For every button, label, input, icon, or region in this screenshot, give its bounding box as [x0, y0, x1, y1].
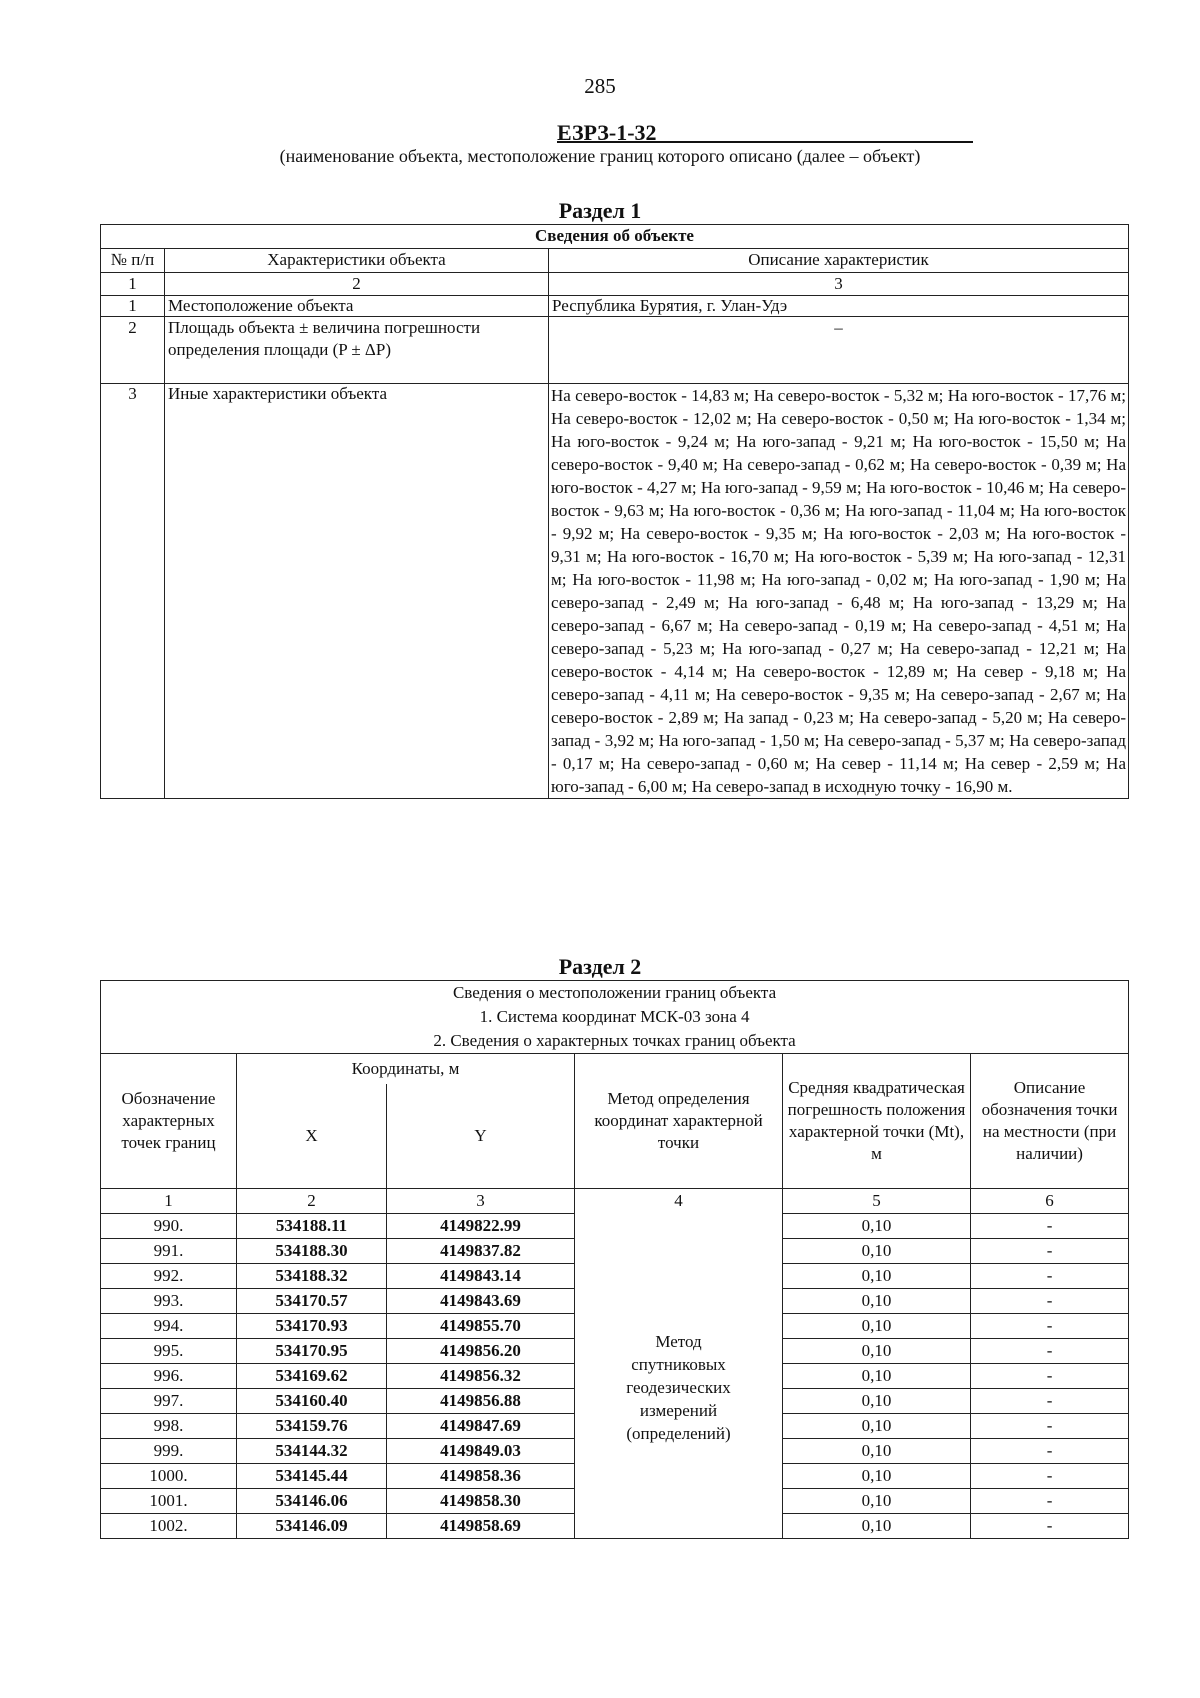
point-mean-error: 0,10 — [783, 1514, 971, 1539]
row-number: 1 — [101, 296, 165, 317]
point-x: 534170.95 — [237, 1339, 387, 1364]
point-description: - — [971, 1289, 1129, 1314]
table-row — [101, 317, 1129, 384]
point-id: 994. — [101, 1314, 237, 1339]
column-header-number: № п/п — [101, 249, 165, 273]
characteristic-name: Площадь объекта ± величина погрешности определения площади (P ± ΔP) — [165, 317, 549, 384]
point-description: - — [971, 1239, 1129, 1264]
method-value: Метод спутниковых геодезических измерений (определений) — [626, 1332, 731, 1443]
point-description: - — [971, 1389, 1129, 1414]
page-number: 285 — [584, 74, 616, 98]
method-cell — [575, 1189, 783, 1539]
section-2-title: Раздел 2 — [558, 954, 642, 979]
point-x: 534160.40 — [237, 1389, 387, 1414]
column-number-2: 2 — [165, 273, 549, 296]
point-description: - — [971, 1364, 1129, 1389]
point-y: 4149837.82 — [387, 1239, 575, 1264]
object-info-table — [100, 224, 1129, 799]
point-id: 998. — [101, 1414, 237, 1439]
point-y: 4149843.69 — [387, 1289, 575, 1314]
point-x: 534159.76 — [237, 1414, 387, 1439]
point-description: - — [971, 1339, 1129, 1364]
point-id: 991. — [101, 1239, 237, 1264]
point-mean-error: 0,10 — [783, 1214, 971, 1239]
point-mean-error: 0,10 — [783, 1489, 971, 1514]
point-mean-error: 0,10 — [783, 1389, 971, 1414]
point-id: 992. — [101, 1264, 237, 1289]
point-id: 1002. — [101, 1514, 237, 1539]
point-y: 4149858.69 — [387, 1514, 575, 1539]
point-y: 4149856.20 — [387, 1339, 575, 1364]
point-description: - — [971, 1439, 1129, 1464]
header-method: Метод определения координат характерной точки — [575, 1054, 783, 1189]
column-number-1: 1 — [101, 1189, 237, 1214]
point-id: 997. — [101, 1389, 237, 1414]
characteristic-name: Местоположение объекта — [165, 296, 549, 317]
characteristic-value: Республика Бурятия, г. Улан-Удэ — [549, 296, 1129, 317]
boundary-table-title: Сведения о местоположении границ объекта — [101, 981, 1129, 1006]
points-table-body — [101, 1189, 1129, 1539]
point-id: 995. — [101, 1339, 237, 1364]
point-y: 4149849.03 — [387, 1439, 575, 1464]
section-1-title: Раздел 1 — [558, 198, 642, 223]
point-description: - — [971, 1214, 1129, 1239]
point-y: 4149856.32 — [387, 1364, 575, 1389]
point-description: - — [971, 1414, 1129, 1439]
column-number-3: 3 — [549, 273, 1129, 296]
point-id: 1000. — [101, 1464, 237, 1489]
point-description: - — [971, 1314, 1129, 1339]
row-number: 3 — [101, 384, 165, 799]
point-x: 534169.62 — [237, 1364, 387, 1389]
column-number-2: 2 — [237, 1189, 387, 1214]
table-row — [101, 384, 1129, 799]
point-description: - — [971, 1464, 1129, 1489]
point-y: 4149847.69 — [387, 1414, 575, 1439]
column-number-6: 6 — [971, 1189, 1129, 1214]
point-description: - — [971, 1489, 1129, 1514]
point-id: 993. — [101, 1289, 237, 1314]
table-row — [101, 296, 1129, 317]
object-caption: (наименование объекта, местоположение границ которого описано (далее – объект) — [279, 146, 921, 166]
point-x: 534188.32 — [237, 1264, 387, 1289]
point-id: 999. — [101, 1439, 237, 1464]
object-code-underline — [557, 141, 973, 143]
point-y: 4149856.88 — [387, 1389, 575, 1414]
column-header-description: Описание характеристик — [549, 249, 1129, 273]
point-y: 4149858.36 — [387, 1464, 575, 1489]
coordinate-system: 1. Система координат МСК-03 зона 4 — [101, 1005, 1129, 1029]
point-y: 4149855.70 — [387, 1314, 575, 1339]
point-mean-error: 0,10 — [783, 1289, 971, 1314]
point-id: 996. — [101, 1364, 237, 1389]
point-x: 534144.32 — [237, 1439, 387, 1464]
boundary-points-table — [100, 980, 1129, 1539]
point-x: 534146.06 — [237, 1489, 387, 1514]
point-mean-error: 0,10 — [783, 1364, 971, 1389]
point-id: 1001. — [101, 1489, 237, 1514]
point-y: 4149843.14 — [387, 1264, 575, 1289]
point-x: 534170.93 — [237, 1314, 387, 1339]
point-mean-error: 0,10 — [783, 1414, 971, 1439]
header-x: X — [237, 1084, 387, 1189]
point-mean-error: 0,10 — [783, 1439, 971, 1464]
point-x: 534145.44 — [237, 1464, 387, 1489]
point-mean-error: 0,10 — [783, 1464, 971, 1489]
object-info-table-title: Сведения об объекте — [101, 225, 1129, 249]
row-number: 2 — [101, 317, 165, 384]
column-number-3: 3 — [387, 1189, 575, 1214]
header-coordinates: Координаты, м — [237, 1054, 575, 1085]
column-number-5: 5 — [783, 1189, 971, 1214]
header-mean-error: Средняя квадратическая погрешность положения характерной точки (Mt), м — [783, 1054, 971, 1189]
characteristic-value: – — [549, 317, 1129, 384]
header-point-description: Описание обозначения точки на местности (при наличии) — [971, 1054, 1129, 1189]
column-number-1: 1 — [101, 273, 165, 296]
column-header-characteristic: Характеристики объекта — [165, 249, 549, 273]
point-x: 534146.09 — [237, 1514, 387, 1539]
column-number-4-label: 4 — [674, 1191, 683, 1210]
point-id: 990. — [101, 1214, 237, 1239]
method-spacer — [577, 1212, 780, 1330]
characteristic-value: На северо-восток - 14,83 м; На северо-восток - 5,32 м; На юго-восток - 17,76 м; На северо-восток - 12,02 м; На северо-восток - 0,50 м; На юго-восток - 1,34 м; На юго-восток - 9,24 м; На юго-запад - 9,21 м; На юго-восток - 15,50 м; На северо-восток - 9,40 м; На северо-запад - 0,62 м; На северо-восток - 0,39 м; На юго-восток - 4,27 м; На юго-запад - 9,59 м; На юго-восток - 10,46 м; На северо-восток - 9,63 м; На юго-восток - 0,36 м; На юго-запад - 11,04 м; На юго-восток - 9,92 м; На северо-восток - 9,35 м; На юго-восток - 2,03 м; На юго-восток - 9,31 м; На юго-восток - 16,70 м; На юго-восток - 5,39 м; На юго-запад - 12,31 м; На юго-восток - 11,98 м; На юго-запад - 0,02 м; На юго-запад - 1,90 м; На северо-запад - 2,49 м; На юго-запад - 6,48 м; На юго-запад - 13,29 м; На северо-запад - 6,67 м; На северо-запад - 0,19 м; На северо-запад - 4,51 м; На северо-запад - 5,23 м; На юго-запад - 0,27 м; На северо-запад - 12,21 м; На северо-восток - 4,14 м; На северо-восток - 12,89 м; На север - 9,18 м; На северо-запад - 4,11 м; На северо-восток - 9,35 м; На северо-запад - 2,67 м; На северо-восток - 2,89 м; На запад - 0,23 м; На северо-запад - 5,20 м; На северо-запад - 3,92 м; На юго-запад - 1,50 м; На северо-запад - 5,37 м; На северо-запад - 0,17 м; На северо-запад - 0,60 м; На север - 11,14 м; На север - 2,59 м; На юго-запад - 6,00 м; На северо-запад в исходную точку - 16,90 м. — [549, 384, 1129, 799]
point-y: 4149822.99 — [387, 1214, 575, 1239]
point-mean-error: 0,10 — [783, 1239, 971, 1264]
point-mean-error: 0,10 — [783, 1339, 971, 1364]
characteristic-name: Иные характеристики объекта — [165, 384, 549, 799]
point-description: - — [971, 1264, 1129, 1289]
point-x: 534188.30 — [237, 1239, 387, 1264]
header-y: Y — [387, 1084, 575, 1189]
point-x: 534170.57 — [237, 1289, 387, 1314]
point-description: - — [971, 1514, 1129, 1539]
point-x: 534188.11 — [237, 1214, 387, 1239]
point-mean-error: 0,10 — [783, 1314, 971, 1339]
header-point-designation: Обозначение характерных точек границ — [101, 1054, 237, 1189]
object-code: ЕЗРЗ-1-32 — [557, 120, 657, 145]
points-section-title: 2. Сведения о характерных точках границ объекта — [101, 1029, 1129, 1054]
point-mean-error: 0,10 — [783, 1264, 971, 1289]
point-y: 4149858.30 — [387, 1489, 575, 1514]
